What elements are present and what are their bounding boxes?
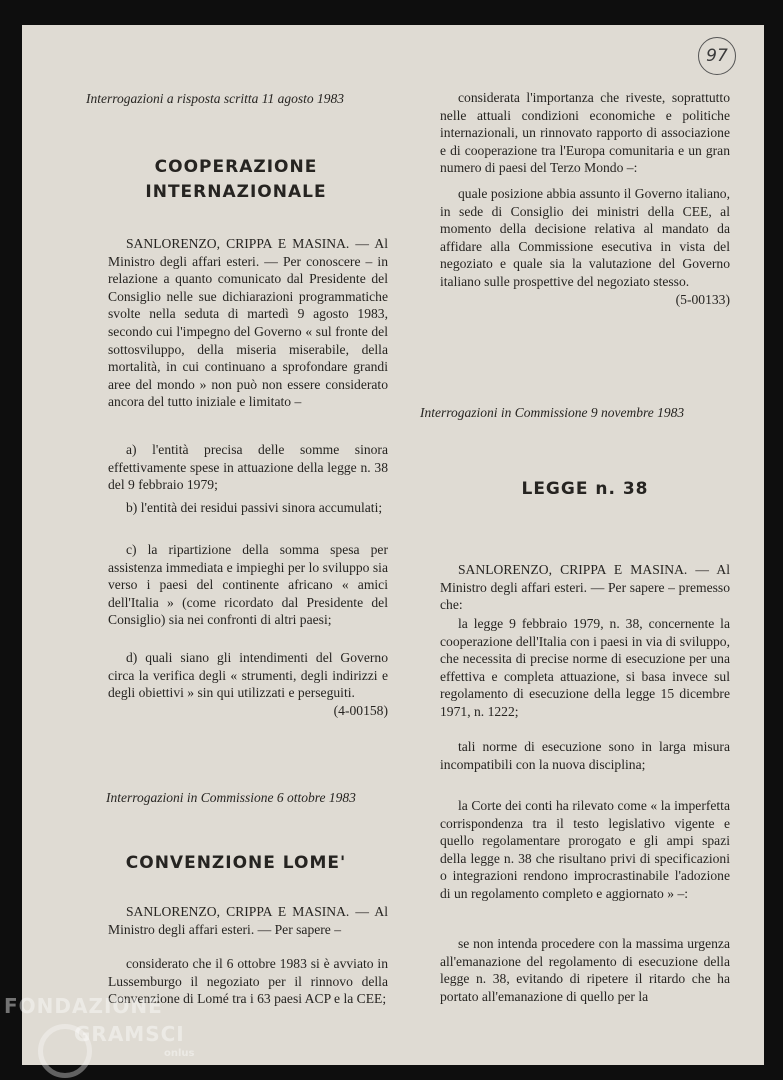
title-convenzione-lome: CONVENZIONE LOME' bbox=[125, 853, 347, 873]
watermark-line3: onlus bbox=[164, 1048, 195, 1059]
item-b: b) l'entità dei residui passivi sinora accumulati; bbox=[126, 500, 383, 515]
paragraph-considerata-importanza: considerata l'importanza che riveste, soprattutto nelle attuali condizioni economiche e politiche internazionali, un rinnovato rapporto di associazione e di cooperazione tra l'Europa comunitaria e un gran numero di paesi del Terzo Mondo –: bbox=[440, 90, 730, 176]
title-cooperazione-line1: COOPERAZIONE bbox=[154, 157, 318, 177]
title-cooperazione-line2: INTERNAZIONALE bbox=[145, 182, 327, 202]
item-a: a) l'entità precisa delle somme sinora effettivamente spese in attuazione della legge n. 38 del 9 febbraio 1979; bbox=[108, 442, 388, 493]
code-5-00133: (5-00133) bbox=[675, 291, 730, 307]
paragraph-se-non: se non intenda procedere con la massima urgenza all'emanazione del regolamento di esecuzione della legge n. 38, evitando di ripetere il ritardo che ha portato all'emanazione di quello per la bbox=[440, 936, 730, 1004]
watermark-line1: FONDAZIONE bbox=[4, 994, 163, 1018]
left-header-2: Interrogazioni in Commissione 6 ottobre 1983 bbox=[106, 790, 356, 805]
code-4-00158: (4-00158) bbox=[333, 702, 388, 718]
left-header: Interrogazioni a risposta scritta 11 agosto 1983 bbox=[86, 91, 345, 106]
right-header: Interrogazioni in Commissione 9 novembre 1983 bbox=[420, 405, 685, 420]
interrogation-intro-3: SANLORENZO, CRIPPA E MASINA. — Al Ministro degli affari esteri. — Per sapere – premesso che: bbox=[440, 562, 730, 613]
title-legge-38: LEGGE n. 38 bbox=[521, 479, 649, 499]
paragraph-corte-dei-conti: la Corte dei conti ha rilevato come « la imperfetta corrispondenza tra il testo legislativo vigente e quello regolamentare prorogato e gli ampi spazi della legge n. 38 che risultano privi di specificazioni o integrazioni rendono improcrastinabile l'adozione di un regolamento completo e aggiornato » –: bbox=[440, 798, 730, 901]
paragraph-considerato: considerato che il 6 ottobre 1983 si è avviato in Lussemburgo il negoziato per il rinnovo della Convenzione di Lomé tra i 63 paesi ACP e la CEE; bbox=[108, 956, 388, 1007]
page-number: 97 bbox=[698, 37, 736, 75]
item-c: c) la ripartizione della somma spesa per assistenza immediata e impieghi per lo sviluppo sia verso i paesi del continente africano « amici dell'Italia » (come ricordato dal Presidente del Consiglio) sia nei confronti di altri paesi; bbox=[108, 542, 388, 628]
interrogation-intro-2: SANLORENZO, CRIPPA E MASINA. — Al Ministro degli affari esteri. — Per sapere – bbox=[108, 904, 388, 937]
paragraph-tali-norme: tali norme di esecuzione sono in larga misura incompatibili con la nuova disciplina; bbox=[440, 739, 730, 772]
paragraph-quale-posizione: quale posizione abbia assunto il Governo italiano, in sede di Consiglio dei ministri della CEE, al momento della decisione relativa al mandato da affidare alla Commissione esecutiva in vista del negoziato e quale sia la valutazione del Governo italiano sulle prospettive del negoziato stesso. (5-00133) bbox=[440, 186, 730, 307]
paragraph-legge: la legge 9 febbraio 1979, n. 38, concernente la cooperazione dell'Italia con i paesi in via di sviluppo, che necessita di precise norme di esecuzione per una effettiva e completa attuazione, si basa invece sul regolamento di esecuzione della legge 15 dicembre 1971, n. 1222; bbox=[440, 616, 730, 719]
item-d: d) quali siano gli intendimenti del Governo circa la verifica degli « strumenti, degli indirizzi e degli obiettivi » sin qui utilizzati e perseguiti. (4-00158) bbox=[108, 650, 388, 718]
watermark-line2: GRAMSCI bbox=[74, 1022, 185, 1046]
document-page bbox=[22, 25, 764, 1065]
interrogation-intro: SANLORENZO, CRIPPA E MASINA. — Al Ministro degli affari esteri. — Per conoscere – in relazione a quanto comunicato dal Presidente del Consiglio nelle sue dichiarazioni programmatiche svolte nella seduta di martedì 9 agosto 1983, secondo cui l'impegno del Governo « sul fronte del sottosviluppo, della miseria miserabile, della mortalità, in cui continuano a sprofondare grandi aree del mondo » non può non essere considerato ancora del tutto iniziale e limitato – bbox=[108, 236, 388, 410]
